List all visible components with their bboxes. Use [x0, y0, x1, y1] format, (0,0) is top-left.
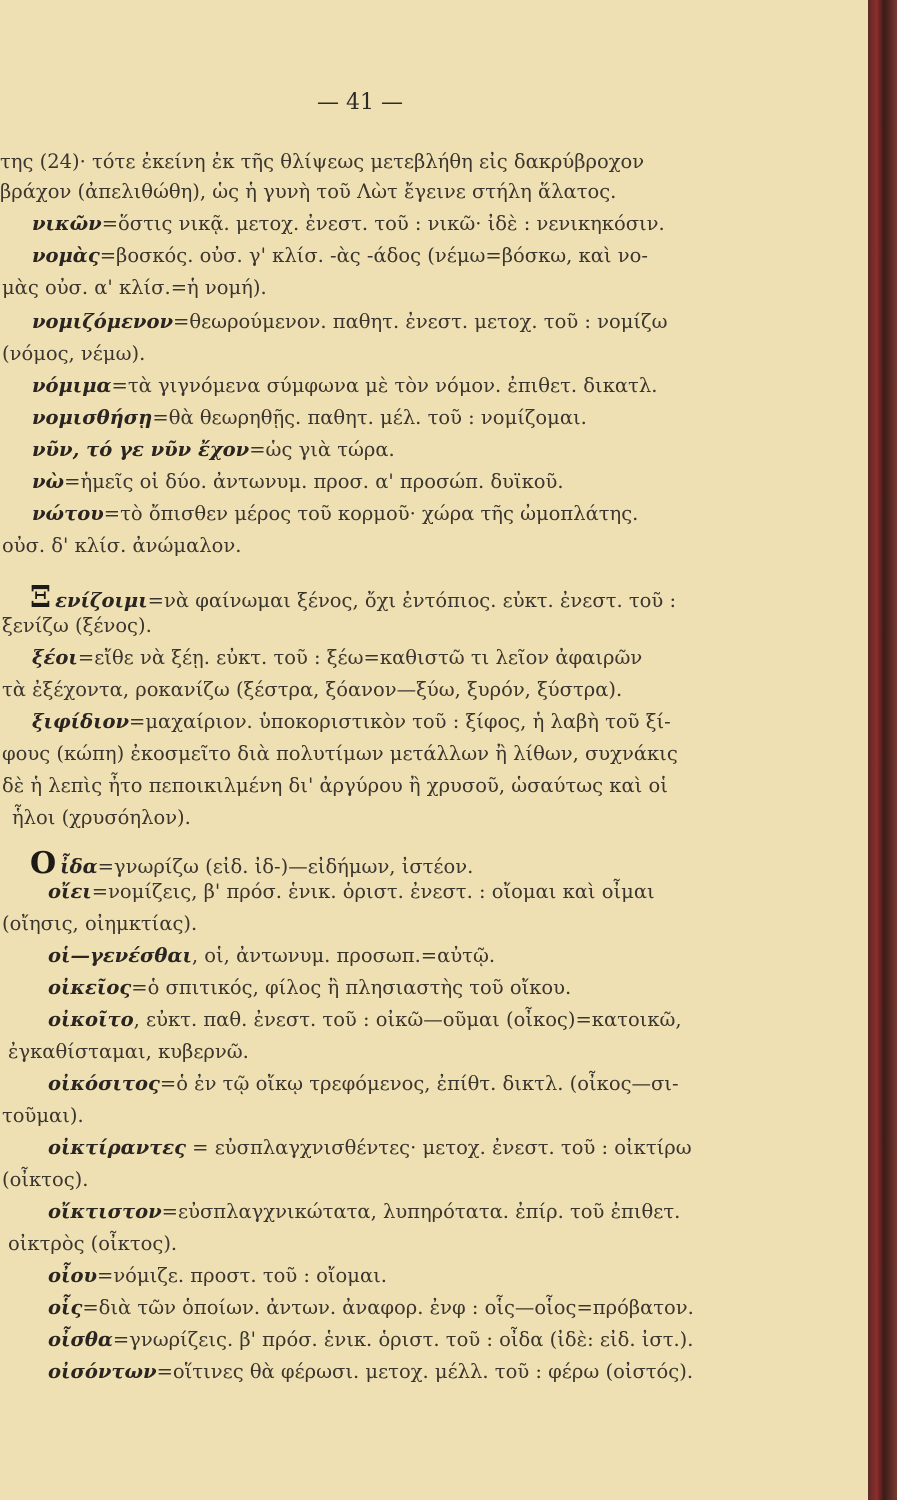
entry-line — [48, 1136, 692, 1159]
line-text: της (24)· τότε ἐκείνη ἐκ τῆς θλίψεως μετεβλήθη εἰς δακρύβροχον — [0, 150, 645, 173]
headword: οἶσθα — [48, 1328, 113, 1351]
definition: , εὐκτ. παθ. ἐνεστ. τοῦ : οἰκῶ—οῦμαι (οἶκος)=κατοικῶ, — [133, 1008, 682, 1031]
entry-line — [48, 1200, 680, 1223]
entry-line — [48, 880, 655, 903]
headword: νομὰς — [32, 244, 100, 267]
section-start-line — [30, 580, 676, 615]
definition: =γνωρίζεις. β' πρόσ. ἑνικ. ὁριστ. τοῦ : οἶδα (ἰδὲ: εἰδ. ἰστ.). — [112, 1328, 694, 1351]
headword: οἰκτίραντες — [48, 1136, 186, 1159]
entry-line — [32, 438, 395, 461]
section-initial: Ξ — [30, 580, 52, 615]
section-initial: O — [30, 846, 57, 881]
line-text: φους (κώπη) ἐκοσμεῖτο διὰ πολυτίμων μετάλλων ἢ λίθων, συχνάκις — [2, 742, 678, 765]
line-text: (νόμος, νέμω). — [2, 342, 146, 365]
line-text: (οἴησις, οἰημκτίας). — [2, 912, 198, 935]
line-text: οὐσ. δ' κλίσ. ἀνώμαλον. — [2, 534, 242, 557]
text-line — [2, 534, 241, 557]
definition: =νομίζεις, β' πρόσ. ἑνικ. ὁριστ. ἐνεστ. : οἴομαι καὶ οἶμαι — [91, 880, 655, 903]
line-text: βράχον (ἀπελιθώθη), ὡς ἡ γυνὴ τοῦ Λὼτ ἔγεινε στήλη ἅλατος. — [0, 180, 617, 203]
entry-line — [48, 976, 571, 999]
definition: =ὁ σπιτικός, φίλος ἢ πλησιαστὴς τοῦ οἴκου. — [131, 976, 572, 999]
headword: οἱ—γενέσθαι — [48, 944, 192, 967]
line-text: ἧλοι (χρυσόηλον). — [12, 806, 191, 829]
entry-line — [48, 1008, 682, 1031]
definition: =νόμιζε. προστ. τοῦ : οἴομαι. — [96, 1264, 387, 1287]
headword: οἶου — [48, 1264, 97, 1287]
line-text: τὰ ἐξέχοντα, ροκανίζω (ξέστρα, ξόανον—ξύω, ξυρόν, ξύστρα). — [2, 678, 623, 701]
definition: =μαχαίριον. ὑποκοριστικὸν τοῦ : ξίφος, ἡ λαβὴ τοῦ ξί- — [129, 710, 671, 733]
definition: =οἵτινες θὰ φέρωσι. μετοχ. μέλλ. τοῦ : φέρω (οἰστός). — [156, 1360, 694, 1383]
definition: =εἴθε νὰ ξέῃ. εὐκτ. τοῦ : ξέω=καθιστῶ τι λεῖον ἀφαιρῶν — [77, 646, 643, 669]
page-number: — 41 — — [317, 90, 403, 115]
text-line — [2, 614, 152, 637]
text-line — [12, 806, 191, 829]
text-line — [8, 1232, 177, 1255]
definition: =γνωρίζω (εἰδ. ἰδ-)—εἰδήμων, ἰστέον. — [97, 855, 474, 878]
entry-line — [32, 244, 648, 267]
text-line — [2, 912, 197, 935]
text-line — [0, 150, 644, 173]
headword: οἴκτιστον — [48, 1200, 162, 1223]
text-line — [0, 180, 616, 203]
headword: οἰκόσιτος — [48, 1072, 160, 1095]
definition: =ὡς γιὰ τώρα. — [249, 438, 395, 461]
definition: =τὸ ὄπισθεν μέρος τοῦ κορμοῦ· χώρα τῆς ὠμοπλάτης. — [103, 502, 639, 525]
text-line — [2, 342, 145, 365]
entry-line — [32, 310, 668, 333]
text-line — [2, 774, 668, 797]
text-line — [2, 678, 622, 701]
headword: νόμιμα — [32, 374, 112, 397]
entry-line — [32, 212, 665, 235]
entry-line — [48, 1072, 679, 1095]
entry-line — [32, 502, 638, 525]
text-line — [2, 742, 678, 765]
text-line — [8, 1040, 249, 1063]
entry-line — [32, 374, 657, 397]
definition: =θεωρούμενον. παθητ. ἐνεστ. μετοχ. τοῦ : νομίζω — [173, 310, 668, 333]
definition: =ὅστις νικᾷ. μετοχ. ἐνεστ. τοῦ : νικῶ· ἰδὲ : νενικηκόσιν. — [101, 212, 665, 235]
headword: ξιφίδιον — [32, 710, 130, 733]
entry-line — [32, 406, 587, 429]
headword: οἰκοῖτο — [48, 1008, 134, 1031]
definition: =διὰ τῶν ὁποίων. ἀντων. ἀναφορ. ἐνφ : οἷς—οἷος=πρόβατον. — [82, 1296, 694, 1319]
definition: =τὰ γιγνόμενα σύμφωνα μὲ τὸν νόμον. ἐπιθετ. δικατλ. — [111, 374, 658, 397]
entry-line — [48, 944, 495, 967]
headword: ξέοι — [32, 646, 78, 669]
entry-line — [32, 710, 671, 733]
headword: οἴει — [48, 880, 92, 903]
text-line — [2, 1104, 84, 1127]
line-text: μὰς οὐσ. α' κλίσ.=ἡ νομή). — [2, 276, 267, 299]
line-text: ἐγκαθίσταμαι, κυβερνῶ. — [8, 1040, 249, 1063]
line-text: ξενίζω (ξένος). — [2, 614, 152, 637]
line-text: τοῦμαι). — [2, 1104, 84, 1127]
definition: =νὰ φαίνωμαι ξένος, ὄχι ἐντόπιος. εὐκτ. ἐνεστ. τοῦ : — [147, 589, 677, 612]
headword: οἰκεῖος — [48, 976, 132, 999]
definition: =εὐσπλαγχνικώτατα, λυπηρότατα. ἐπίρ. τοῦ ἐπιθετ. — [161, 1200, 681, 1223]
line-text: οἰκτρὸς (οἶκτος). — [8, 1232, 178, 1255]
section-start-line — [30, 846, 473, 881]
text-line — [2, 276, 267, 299]
headword: νομιζόμενον — [32, 310, 173, 333]
headword: οἰσόντων — [48, 1360, 157, 1383]
headword: ἶδα — [60, 855, 98, 878]
definition: , οἱ, ἀντωνυμ. προσωπ.=αὐτῷ. — [191, 944, 496, 967]
entry-line — [48, 1360, 693, 1383]
entry-line — [48, 1328, 694, 1351]
headword: νὼ — [32, 470, 65, 493]
line-text: (οἶκτος). — [2, 1168, 89, 1191]
text-line — [2, 1168, 88, 1191]
headword: νομισθήσῃ — [32, 406, 153, 429]
headword: νώτου — [32, 502, 104, 525]
headword: νικῶν — [32, 212, 102, 235]
definition: =ἡμεῖς οἱ δύο. ἀντωνυμ. προσ. α' προσώπ. δυϊκοῦ. — [64, 470, 564, 493]
entry-line — [32, 470, 564, 493]
entry-line — [48, 1296, 694, 1319]
book-spine — [868, 0, 897, 1500]
definition: =βοσκός. οὐσ. γ' κλίσ. -ὰς -άδος (νέμω=βόσκω, καὶ νο- — [99, 244, 648, 267]
line-text: δὲ ἡ λεπὶς ἦτο πεποικιλμένη δι' ἀργύρου ἢ χρυσοῦ, ὡσαύτως καὶ οἱ — [2, 774, 668, 797]
entry-line — [32, 646, 642, 669]
headword: ενίζοιμι — [55, 589, 148, 612]
definition: =θὰ θεωρηθῇς. παθητ. μέλ. τοῦ : νομίζομαι. — [152, 406, 587, 429]
headword: οἷς — [48, 1296, 83, 1319]
definition: = εὐσπλαγχνισθέντες· μετοχ. ἐνεστ. τοῦ : οἰκτίρω — [185, 1136, 692, 1159]
definition: =ὁ ἐν τῷ οἴκῳ τρεφόμενος, ἐπίθτ. δικτλ. (οἶκος—σι- — [159, 1072, 679, 1095]
entry-line — [48, 1264, 387, 1287]
headword: νῦν, τό γε νῦν ἔχον — [32, 438, 250, 461]
